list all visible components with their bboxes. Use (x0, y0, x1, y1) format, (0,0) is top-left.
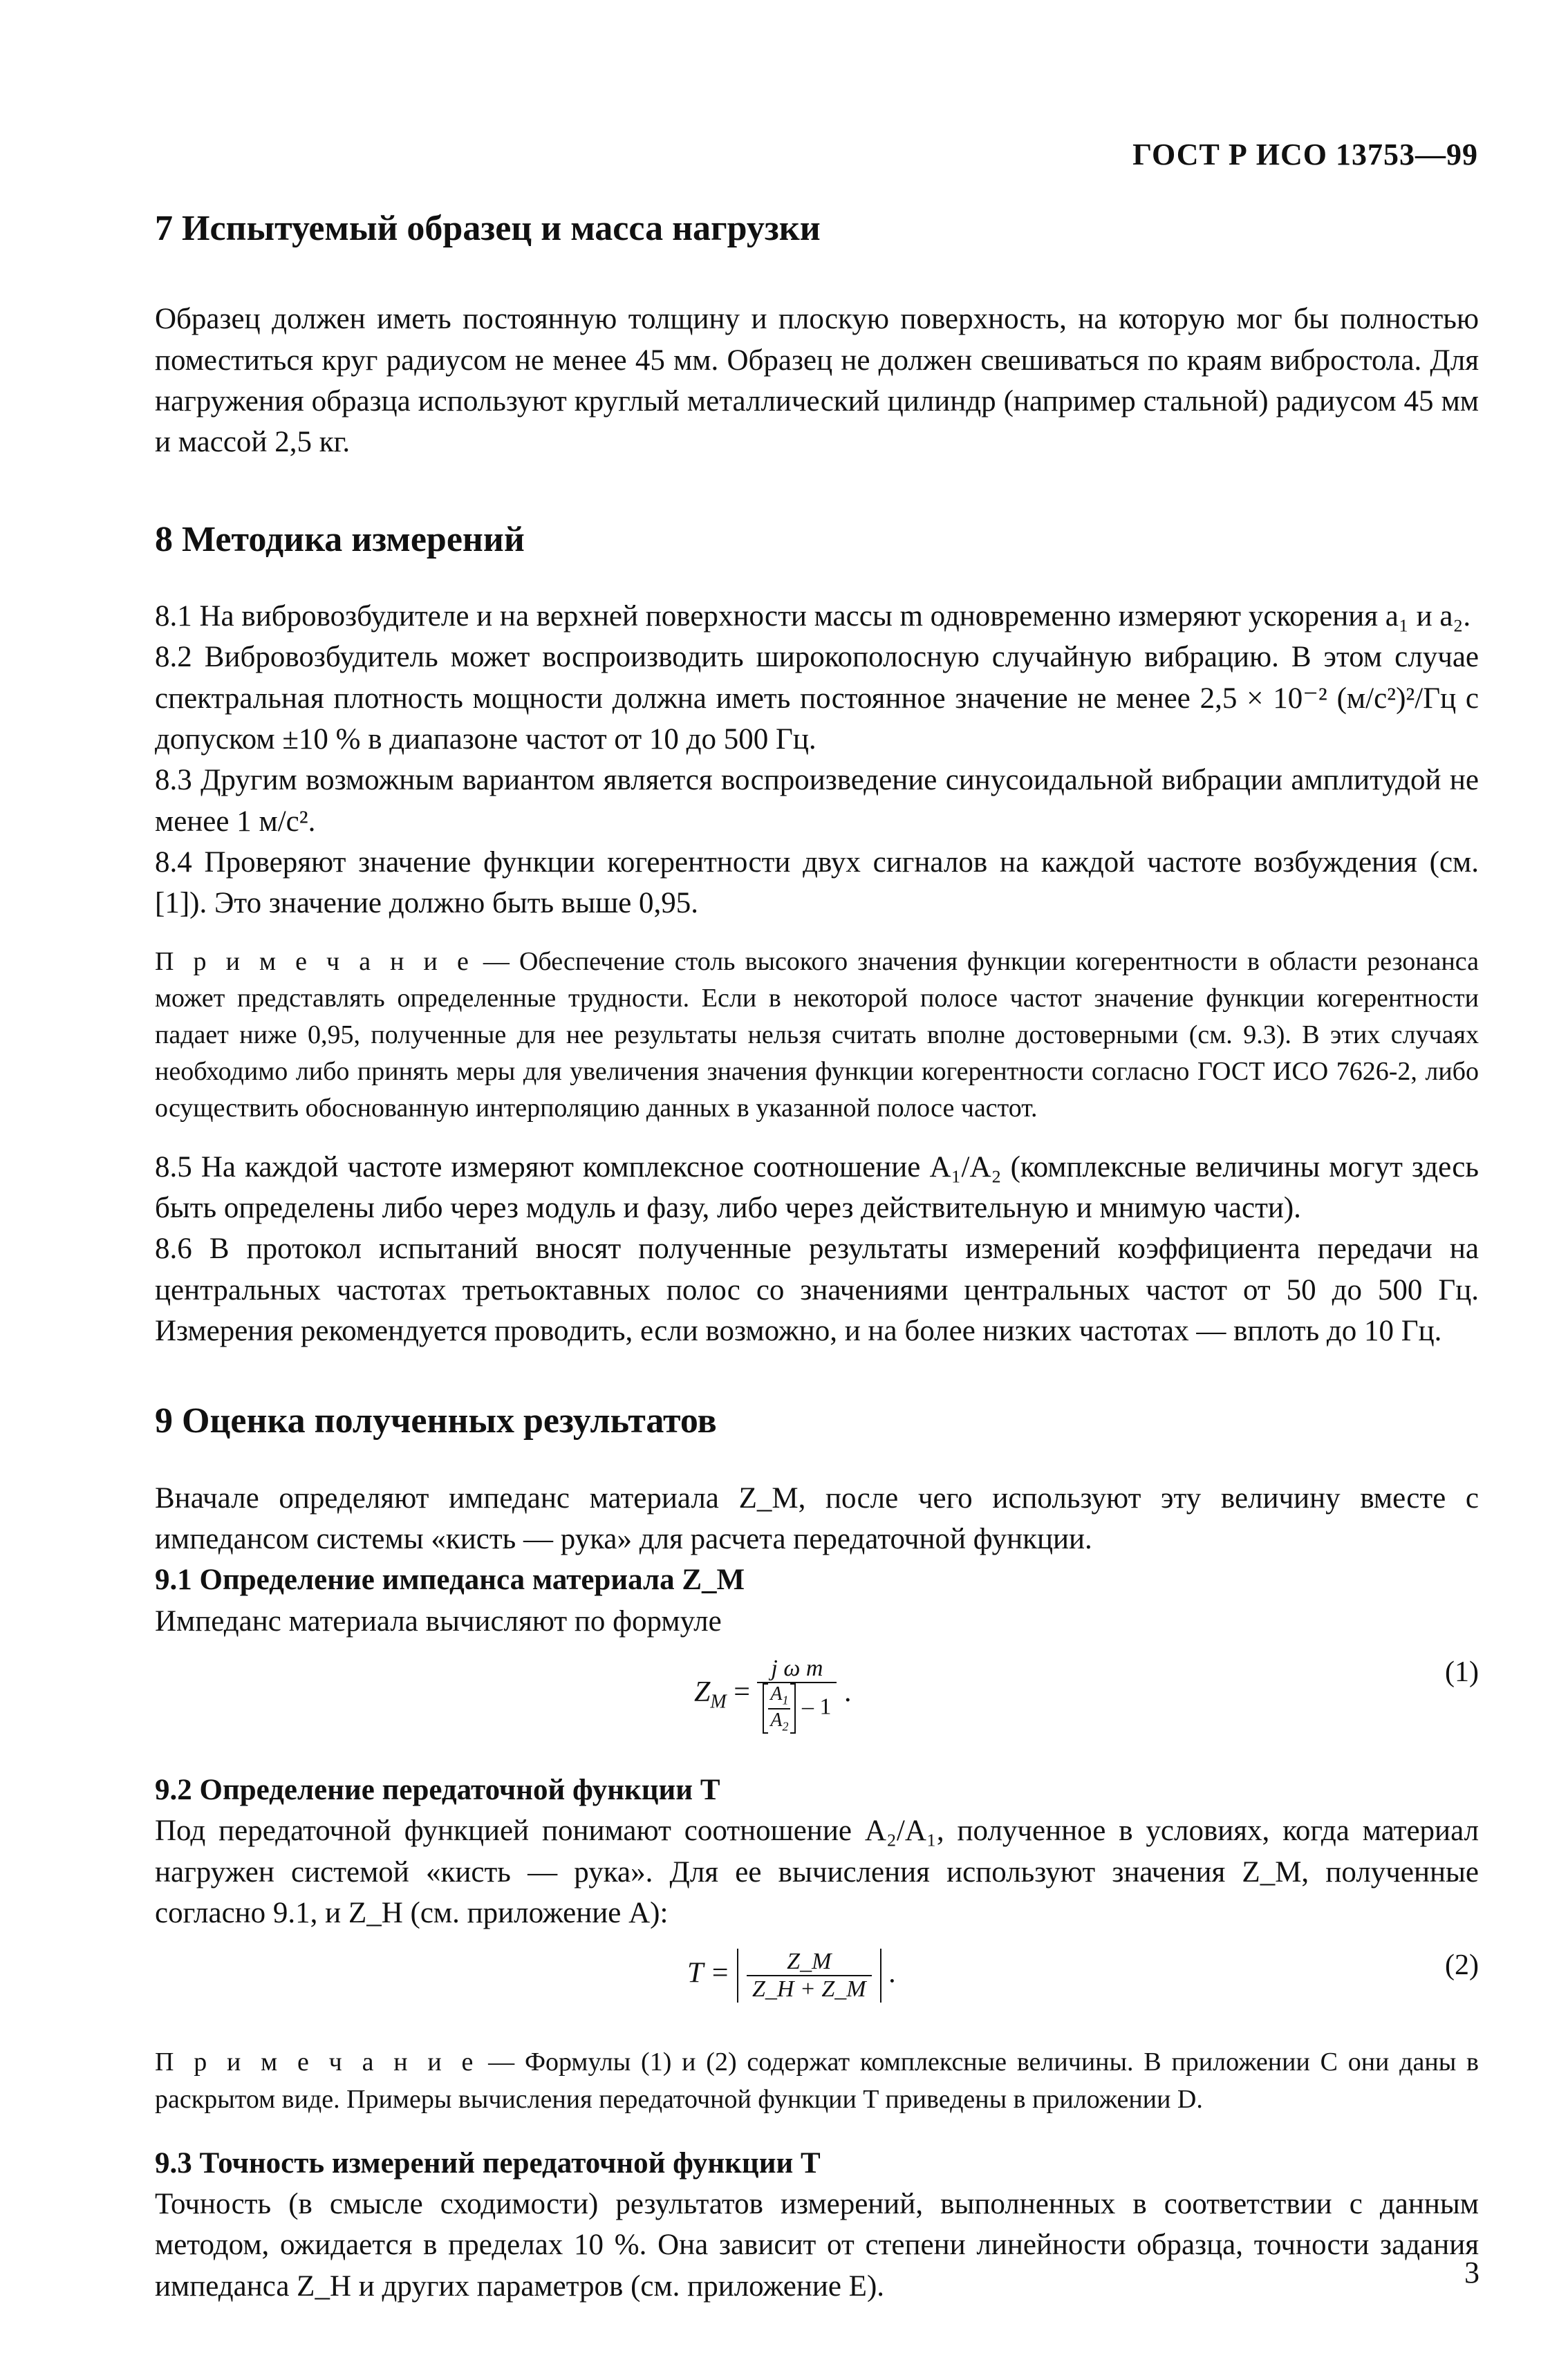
note-8-4 (155, 944, 1479, 1127)
equation-2-abs (737, 1949, 881, 2003)
para-8-4: 8.4 Проверяют значение функции когерентности двух сигналов на каждой частоте возбуждения (см. [1]). Это значение должно быть выше 0,95. (155, 846, 1479, 920)
equation-1-numerator: j ω m (757, 1656, 837, 1683)
section-9-title: 9 Оценка полученных результатов (155, 1401, 717, 1441)
note-text: — Обеспечение столь высокого значения функции когерентности в области резонанса может представлять определенные трудности. Если в некоторой полосе частот значение функции когерентности падает ниже 0,95, полученные для нее результаты нельзя считать вполне достоверными (см. 9.3). В этих случаях необходимо либо принять меры для увеличения значения функции когерентности согласно ГОСТ ИСО 7626-2, либо осуществить обоснованную интерполяцию данных в указанной полосе частот. (155, 946, 1479, 1123)
para-9-2: Под передаточной функцией понимают соотношение A₂/A₁, полученное в условиях, когда материал нагружен системой «кисть — рука». Для ее вычисления используют значения Z_M, полученные согласно 9.1, и Z_H (см. приложение А): (155, 1815, 1479, 1929)
section-7-paragraph: Образец должен иметь постоянную толщину и плоскую поверхность, на которую мог бы полностью поместиться круг радиусом не менее 45 мм. Образец не должен свешиваться по краям вибростола. Для нагружения образца используют круглый металлический цилиндр (например стальной) радиусом 45 мм и массой 2,5 кг. (155, 303, 1479, 459)
para-8-6: 8.6 В протокол испытаний вносят полученные результаты измерений коэффициента передачи на центральных частотах третьоктавных полос со значениями центральных частот от 50 до 500 Гц. Измерения рекомендуется проводить, если возможно, и на более низких частотах — вплоть до 10 Гц. (155, 1233, 1479, 1347)
document-header: ГОСТ Р ИСО 13753—99 (1132, 138, 1478, 171)
note-2-label: П р и м е ч а н и е (155, 2048, 478, 2077)
page-content (155, 207, 1479, 2307)
para-8-3: 8.3 Другим возможным вариантом является воспроизведение синусоидальной вибрации амплитудой не менее 1 м/с². (155, 764, 1479, 838)
para-9-1: Импеданс материала вычисляют по формуле (155, 1604, 722, 1638)
equation-2-denominator: Z_H + Z_M (752, 1976, 866, 2003)
equation-1-fraction (757, 1656, 837, 1734)
note-2-text: — Формулы (1) и (2) содержат комплексные величины. В приложении С они даны в раскрытом виде. Примеры вычисления передаточной функции T приведены в приложении D. (155, 2048, 1479, 2114)
equation-1 (155, 1642, 1479, 1770)
para-8-2: 8.2 Вибровозбудитель может воспроизводить широкополосную случайную вибрацию. В этом случае спектральная плотность мощности должна иметь постоянное значение не менее 2,5 × 10⁻² (м/с²)²/Гц с допуском ±10 % в диапазоне частот от 10 до 500 Гц. (155, 641, 1479, 756)
equation-2-number: (2) (1445, 1949, 1479, 1982)
section-8-title: 8 Методика измерений (155, 519, 525, 559)
equation-2-numerator: Z_M (747, 1949, 872, 1976)
equation-2 (155, 1933, 1479, 2044)
heading-9-2: 9.2 Определение передаточной функции T (155, 1774, 720, 1806)
equation-1-denominator: $\frac{A_1}{A_2}$ – 1 (757, 1683, 837, 1734)
note-9-2 (155, 2044, 1479, 2117)
page-number: 3 (1464, 2256, 1480, 2289)
equation-1-number: (1) (1445, 1656, 1479, 1688)
para-9-3: Точность (в смысле сходимости) результатов измерений, выполненных в соответствии с данным методом, ожидается в пределах 10 %. Она зависит от степени линейности образца, точности задания импеданса Z_H и других параметров (см. приложение Е). (155, 2188, 1479, 2303)
heading-9-1: 9.1 Определение импеданса материала Z_M (155, 1564, 745, 1597)
section-9-intro: Вначале определяют импеданс материала Z_M, после чего используют эту величину вместе с импедансом системы «кисть — рука» для расчета передаточной функции. (155, 1481, 1479, 1556)
section-7-title: 7 Испытуемый образец и масса нагрузки (155, 209, 821, 248)
heading-9-3: 9.3 Точность измерений передаточной функции T (155, 2146, 821, 2180)
note-label: П р и м е ч а н и е (155, 946, 474, 976)
para-8-1: 8.1 На вибровозбудителе и на верхней поверхности массы m одновременно измеряют ускорения a₁ и a₂. (155, 600, 1471, 633)
equation-1-body: $Z_M$ = j ω m $\frac{A_1}{A_2}$ – 1 . (694, 1656, 852, 1734)
para-8-5: 8.5 На каждой частоте измеряют комплексное соотношение A₁/A₂ (комплексные величины могут здесь быть определены либо через модуль и фазу, либо через действительную и мнимую части). (155, 1150, 1479, 1224)
equation-2-body: T = $\frac{Z\_M}{Z\_H + Z\_M}$ . (687, 1949, 896, 2003)
